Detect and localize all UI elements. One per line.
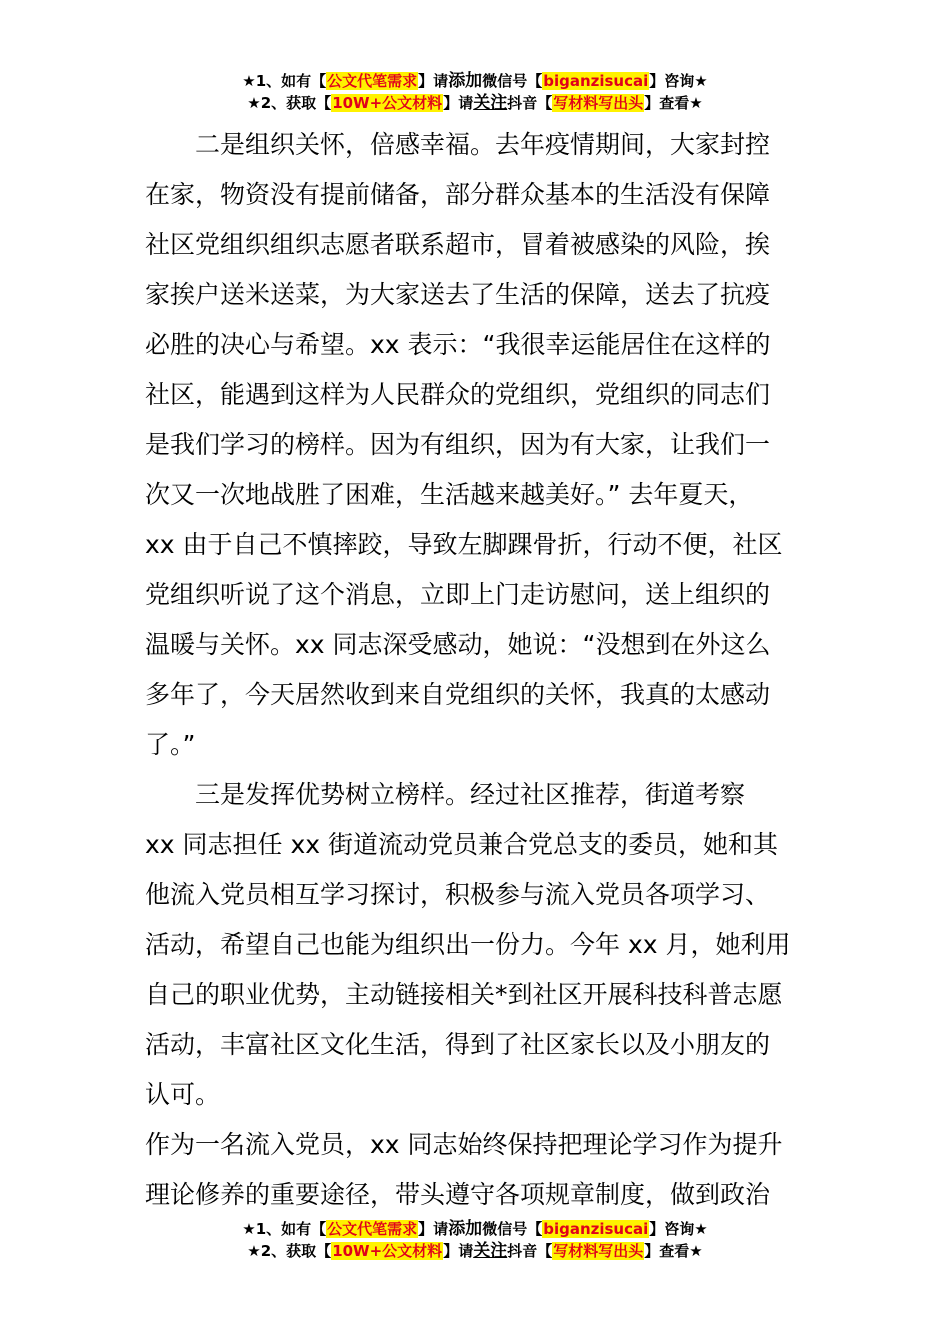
footer-line-1-prefix: ★1、如有【 xyxy=(242,1220,327,1238)
header-line-1-text: 】请 xyxy=(418,72,449,90)
header-line-2-text-2: 抖音【 xyxy=(507,94,553,112)
document-body xyxy=(145,120,835,1220)
body-line: xx 同志担任 xx 街道流动党员兼合党总支的委员，她和其 xyxy=(145,830,779,859)
body-line: 三是发挥优势树立榜样。经过社区推荐，街道考察 xyxy=(195,780,746,809)
body-line: 他流入党员相互学习探讨，积极参与流入党员各项学习、 xyxy=(145,880,771,909)
footer-highlight-wechat-id: biganzisucai xyxy=(543,1220,649,1238)
body-line: 二是组织关怀，倍感幸福。去年疫情期间，大家封控 xyxy=(195,130,771,159)
body-line: 了。” xyxy=(145,730,196,759)
footer-line-1 xyxy=(0,1218,950,1240)
body-line: 多年了，今天居然收到来自党组织的关怀，我真的太感动 xyxy=(145,680,771,709)
body-line: 社区，能遇到这样为人民群众的党组织，党组织的同志们 xyxy=(145,380,771,409)
body-line: 作为一名流入党员，xx 同志始终保持把理论学习作为提升 xyxy=(145,1130,783,1159)
header-line-2-suffix: 】查看★ xyxy=(644,94,703,112)
footer-highlight-service: 公文代笔需求 xyxy=(327,1220,418,1238)
footer-line-2-text: 】请 xyxy=(443,1242,474,1260)
body-line: 次又一次地战胜了困难，生活越来越美好。” 去年夏天， xyxy=(145,480,754,509)
header-banner xyxy=(0,70,950,114)
body-line: 活动，丰富社区文化生活，得到了社区家长以及小朋友的 xyxy=(145,1030,771,1059)
footer-line-2-suffix: 】查看★ xyxy=(644,1242,703,1260)
body-line: 自己的职业优势，主动链接相关*到社区开展科技科普志愿 xyxy=(145,980,783,1009)
body-line: 温暖与关怀。xx 同志深受感动，她说：“没想到在外这么 xyxy=(145,630,771,659)
footer-highlight-materials: 10W+公文材料 xyxy=(332,1242,443,1260)
body-line: 社区党组织组织志愿者联系超市，冒着被感染的风险，挨 xyxy=(145,230,771,259)
footer-banner xyxy=(0,1218,950,1262)
footer-line-2-emphasis: 关注 xyxy=(473,1241,508,1261)
footer-line-1-emphasis: 添加 xyxy=(448,1219,483,1239)
header-highlight-douyin-account: 写材料写出头 xyxy=(553,94,644,112)
header-line-2-emphasis: 关注 xyxy=(473,93,508,113)
header-line-1-emphasis: 添加 xyxy=(448,71,483,91)
footer-line-2 xyxy=(0,1240,950,1262)
header-line-2-prefix: ★2、获取【 xyxy=(247,94,332,112)
body-line: xx 由于自己不慎摔跤，导致左脚踝骨折，行动不便，社区 xyxy=(145,530,783,559)
footer-line-1-text-2: 微信号【 xyxy=(482,1220,543,1238)
footer-line-1-suffix: 】咨询★ xyxy=(649,1220,708,1238)
body-line: 家挨户送米送菜，为大家送去了生活的保障，送去了抗疫 xyxy=(145,280,771,309)
body-line: 必胜的决心与希望。xx 表示：“我很幸运能居住在这样的 xyxy=(145,330,771,359)
body-line: 在家，物资没有提前储备，部分群众基本的生活没有保障 xyxy=(145,180,771,209)
footer-line-1-text: 】请 xyxy=(418,1220,449,1238)
header-line-1-text-2: 微信号【 xyxy=(482,72,543,90)
header-highlight-service: 公文代笔需求 xyxy=(327,72,418,90)
header-line-1 xyxy=(0,70,950,92)
footer-highlight-douyin-account: 写材料写出头 xyxy=(553,1242,644,1260)
header-highlight-materials: 10W+公文材料 xyxy=(332,94,443,112)
body-line: 活动，希望自己也能为组织出一份力。今年 xx 月，她利用 xyxy=(145,930,791,959)
footer-line-2-text-2: 抖音【 xyxy=(507,1242,553,1260)
body-line: 党组织听说了这个消息，立即上门走访慰问，送上组织的 xyxy=(145,580,771,609)
header-line-2 xyxy=(0,92,950,114)
header-line-1-prefix: ★1、如有【 xyxy=(242,72,327,90)
body-line: 是我们学习的榜样。因为有组织，因为有大家，让我们一 xyxy=(145,430,771,459)
header-line-1-suffix: 】咨询★ xyxy=(649,72,708,90)
header-line-2-text: 】请 xyxy=(443,94,474,112)
header-highlight-wechat-id: biganzisucai xyxy=(543,72,649,90)
body-line: 理论修养的重要途径，带头遵守各项规章制度，做到政治 xyxy=(145,1180,771,1209)
footer-line-2-prefix: ★2、获取【 xyxy=(247,1242,332,1260)
body-line: 认可。 xyxy=(145,1080,221,1109)
